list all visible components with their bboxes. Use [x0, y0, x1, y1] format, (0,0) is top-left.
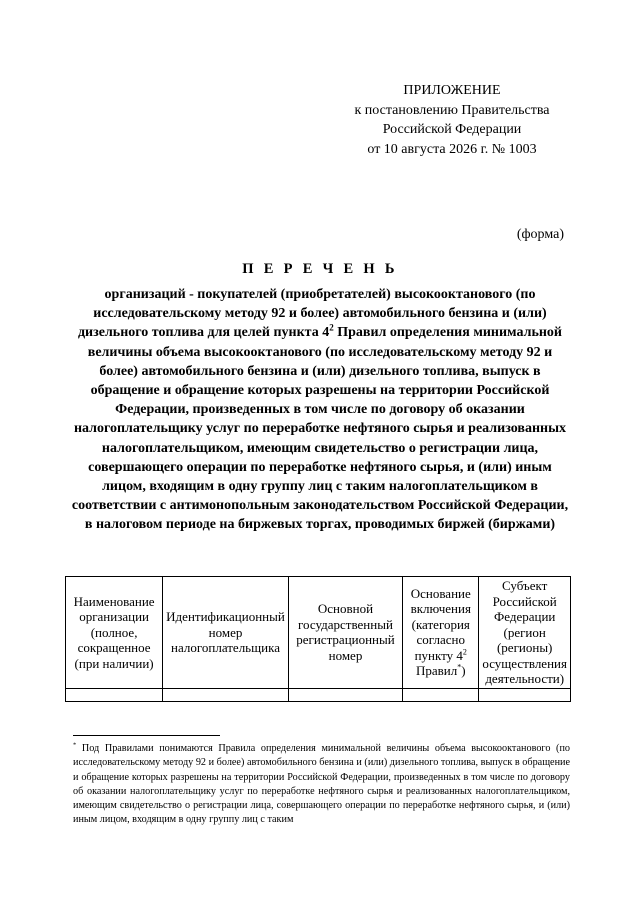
government-name: Российской Федерации	[382, 122, 522, 138]
footnote-marker: *	[73, 741, 77, 749]
organizations-table	[65, 576, 571, 702]
subtitle-text-part1: организаций - покупателей (приобретателей) высокооктанового (по исследовательскому методу 92 и более) автомобильного бензина и (или) дизельного топлива для целей пункта 4	[77, 287, 547, 341]
appendix-label: ПРИЛОЖЕНИЕ	[403, 83, 501, 98]
subtitle-text-part2: Правил определения минимальной величины объема высокооктанового (по исследовательскому методу 92 и более) автомобильного бензина и (или) дизельного топлива, выпуск в обращение и обращение которых разрешены на территории Российской Федерации, произведенных в том числе по договору об оказании налогоплательщику услуг по переработке нефтяного сырья и реализованных налогоплательщиком, имеющим свидетельство о регистрации лица, совершающего операции по переработке нефтяного сырья, и (или) иным лицом, входящим в одну группу лиц с таким налогоплательщиком в соответствии с антимонопольным законодательством Российской Федерации, в налоговом периоде на биржевых торгах, проводимых биржей (биржами)	[71, 325, 569, 533]
document-title: П Е Р Е Ч Е Н Ь	[242, 261, 398, 277]
table-header-row	[66, 577, 571, 689]
resolution-reference: к постановлению Правительства	[354, 102, 550, 118]
table-cell	[479, 688, 571, 701]
column-header-ogrn: Основной государственный регистрационный номер	[288, 577, 402, 689]
column-header-inn: Идентификационный номер налогоплательщика	[163, 577, 289, 689]
inclusion-basis-superscript: 2	[462, 647, 467, 657]
inclusion-basis-text: Основание включения (категория согласно пункту 4	[410, 585, 471, 663]
column-header-inclusion-basis	[403, 577, 479, 689]
appendix-header	[332, 81, 572, 159]
footnote	[73, 742, 570, 828]
inclusion-basis-close: )	[461, 663, 466, 679]
resolution-date-number: от 10 августа 2026 г. № 1003	[367, 141, 537, 157]
column-header-region: Субъект Российской Федерации (регион (регионы) осуществления деятельности)	[479, 577, 571, 689]
subtitle-superscript: 2	[329, 322, 334, 333]
inclusion-basis-footnote-marker: *	[457, 662, 462, 672]
table-row	[66, 688, 571, 701]
table-cell	[66, 688, 163, 701]
table-cell	[403, 688, 479, 701]
footnote-text: Под Правилами понимаются Правила определения минимальной величины объема высокооктанового (по исследовательскому методу 92 и более) автомобильного бензина и (или) дизельного топлива, выпуск в обращение и обращение которых разрешены на территории Российской Федерации, произведенных в том числе по договору об оказании налогоплательщику услуг по переработке нефтяного сырья и реализованных налогоплательщиком, имеющим свидетельство о регистрации лица, совершающего операции по переработке нефтяного сырья, и (или) иным лицом, входящим в одну группу лиц с таким	[73, 743, 570, 826]
form-note: (форма)	[516, 227, 564, 242]
document-subtitle	[70, 285, 570, 535]
footnote-separator	[73, 735, 220, 736]
table-cell	[288, 688, 402, 701]
inclusion-basis-rules: Правил	[415, 663, 458, 679]
table-cell	[163, 688, 289, 701]
column-header-organization-name: Наименование организации (полное, сокращенное (при наличии)	[66, 577, 163, 689]
